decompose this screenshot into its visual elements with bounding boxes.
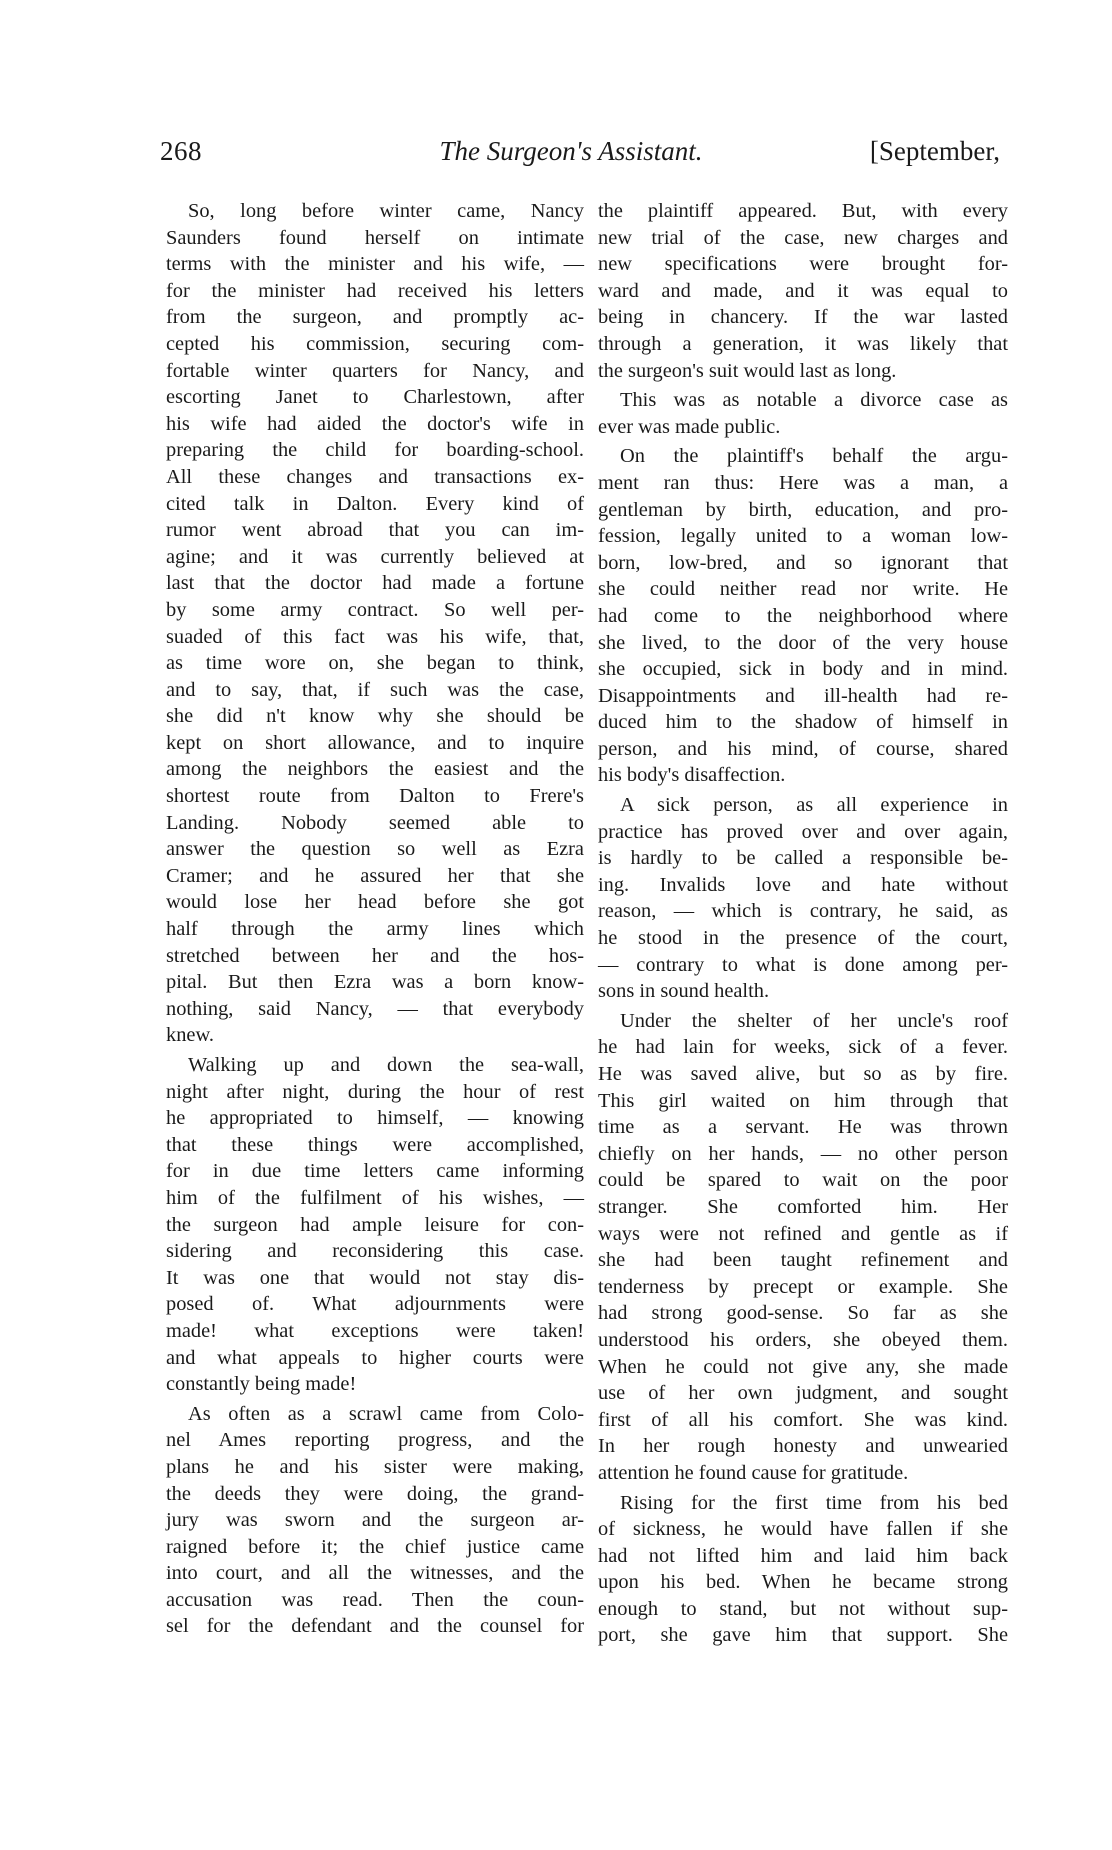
text-line: As often as a scrawl came from Colo- [188,1402,584,1425]
text-line: reason, — which is contrary, he said, as [598,900,1008,923]
text-line: for in due time letters came informing [166,1160,584,1183]
text-line: Landing. Nobody seemed able to [166,811,584,834]
text-line: port, she gave him that support. She [598,1624,1008,1647]
text-line: ing. Invalids love and hate without [598,873,1008,896]
text-line: sel for the defendant and the counsel for [166,1615,584,1638]
text-line: plans he and his sister were making, [166,1455,584,1478]
text-line: attention he found cause for gratitude. [598,1461,909,1484]
text-line: new specifications were brought for- [598,253,1008,276]
text-line: person, and his mind, of course, shared [598,737,1008,760]
text-line: It was one that would not stay dis- [166,1266,584,1289]
text-line: he stood in the presence of the court, [598,927,1008,950]
text-line: gentleman by birth, education, and pro- [598,498,1008,521]
text-line: accusation was read. Then the coun- [166,1588,584,1611]
text-line: fortable winter quarters for Nancy, and [166,359,584,382]
running-date: [September, [869,136,1000,166]
text-line: All these changes and transactions ex- [166,465,584,488]
text-line: raigned before it; the chief justice came [166,1535,584,1558]
text-line: Saunders found herself on intimate [166,226,584,249]
text-line: So, long before winter came, Nancy [188,200,584,222]
text-line: the surgeon had ample leisure for con- [166,1213,584,1236]
paragraph [598,198,1008,384]
running-title: The Surgeon's Assistant. [439,136,703,166]
text-line: he appropriated to himself, — knowing [166,1107,584,1130]
text-line: knew. [166,1024,214,1047]
text-line: jury was sworn and the surgeon ar- [166,1509,584,1532]
text-line: last that the doctor had made a fortune [166,572,584,595]
text-line: sons in sound health. [598,980,770,1003]
text-line: for the minister had received his letters [166,279,584,302]
text-line: cited talk in Dalton. Every kind of [166,492,584,515]
text-line: stranger. She comforted him. Her [598,1195,1008,1218]
text-line: kept on short allowance, and to inquire [166,731,584,754]
text-line: she could neither read nor write. He [598,578,1008,601]
right-column [598,198,1008,1652]
text-line: agine; and it was currently believed at [166,545,584,568]
text-line: first of all his comfort. She was kind. [598,1408,1008,1431]
text-line: could be spared to wait on the poor [598,1169,1008,1192]
text-line: among the neighbors the easiest and the [166,758,584,781]
text-line: upon his bed. When he became strong [598,1571,1008,1594]
text-line: stretched between her and the hos- [166,944,584,967]
text-line: escorting Janet to Charlestown, after [166,386,584,409]
text-line: sidering and reconsidering this case. [166,1240,584,1263]
text-line: he had lain for weeks, sick of a fever. [598,1036,1008,1059]
text-line: Under the shelter of her uncle's roof [620,1009,1008,1032]
text-line: she lived, to the door of the very house [598,631,1008,654]
text-line: she occupied, sick in body and in mind. [598,658,1008,681]
text-line: new trial of the case, new charges and [598,226,1008,249]
text-line: the plaintiff appeared. But, with every [598,200,1008,222]
text-line: ways were not refined and gentle as if [598,1222,1008,1245]
left-column [166,198,584,1643]
paragraph [598,792,1008,1005]
text-line: by some army contract. So well per- [166,598,584,621]
paragraph [166,198,584,1049]
text-line: duced him to the shadow of himself in [598,711,1008,734]
text-line: tenderness by precept or example. She [598,1275,1008,1298]
text-line: ever was made public. [598,415,781,438]
text-line: A sick person, as all experience in [620,794,1008,817]
text-line: answer the question so well as Ezra [166,838,584,861]
paragraph [598,387,1008,440]
text-line: and to say, that, if such was the case, [166,678,584,701]
text-line: him of the fulfilment of his wishes, — [166,1186,584,1209]
text-line: rumor went abroad that you can im- [166,519,584,542]
text-line: fession, legally united to a woman low- [598,525,1008,548]
text-line: understood his orders, she obeyed them. [598,1328,1008,1351]
paragraph [598,443,1008,789]
paragraph [598,1490,1008,1650]
text-line: is hardly to be called a responsible be- [598,847,1008,870]
text-line: Disappointments and ill-health had re- [598,684,1008,707]
text-line: night after night, during the hour of rest [166,1080,584,1103]
text-line: posed of. What adjournments were [166,1293,584,1316]
text-line: she did n't know why she should be [166,705,584,728]
text-line: his wife had aided the doctor's wife in [166,412,584,435]
text-line: In her rough honesty and unwearied [598,1435,1008,1458]
text-line: as time wore on, she began to think, [166,652,584,675]
paragraph [166,1052,584,1398]
text-line: He was saved alive, but so as by fire. [598,1063,1008,1085]
text-line: terms with the minister and his wife, — [166,253,584,276]
text-line: ment ran thus: Here was a man, a [598,471,1008,494]
text-line: nel Ames reporting progress, and the [166,1429,584,1452]
text-line: chiefly on her hands, — no other person [598,1142,1008,1165]
paragraph [598,1008,1008,1487]
text-line: nothing, said Nancy, — that everybody [166,997,584,1020]
text-line: practice has proved over and over again, [598,820,1008,843]
text-line: she had been taught refinement and [598,1249,1008,1272]
text-line: This was as notable a divorce case as [620,389,1008,412]
text-line: This girl waited on him through that [598,1089,1008,1112]
text-line: enough to stand, but not without sup- [598,1597,1008,1620]
text-line: pital. But then Ezra was a born know- [166,971,584,994]
text-line: Rising for the first time from his bed [620,1491,1008,1514]
text-line: into court, and all the witnesses, and the [166,1562,584,1585]
text-line: his body's disaffection. [598,764,786,787]
text-line: the deeds they were doing, the grand- [166,1482,584,1505]
text-line: and what appeals to higher courts were [166,1346,584,1369]
text-line: suaded of this fact was his wife, that, [166,625,584,648]
text-line: time as a servant. He was thrown [598,1116,1008,1139]
text-line: preparing the child for boarding-school. [166,439,584,462]
page-header [0,0,1112,200]
text-line: — contrary to what is done among per- [598,953,1008,976]
text-line: Walking up and down the sea-wall, [188,1054,584,1076]
text-line: through a generation, it was likely that [598,332,1008,355]
text-line: When he could not give any, she made [598,1355,1008,1378]
text-line: born, low-bred, and so ignorant that [598,551,1008,574]
text-line: half through the army lines which [166,918,584,941]
text-line: ward and made, and it was equal to [598,279,1008,302]
text-line: shortest route from Dalton to Frere's [166,785,584,808]
text-line: would lose her head before she got [166,891,584,914]
paragraph [166,1401,584,1640]
text-line: from the surgeon, and promptly ac- [166,306,584,329]
text-line: that these things were accomplished, [166,1133,584,1156]
text-line: On the plaintiff's behalf the argu- [620,445,1008,468]
text-line: of sickness, he would have fallen if she [598,1518,1008,1541]
text-line: constantly being made! [166,1373,357,1396]
text-line: made! what exceptions were taken! [166,1319,584,1342]
text-line: Cramer; and he assured her that she [166,864,584,887]
text-line: the surgeon's suit would last as long. [598,359,897,382]
page-number: 268 [160,136,202,166]
text-line: had come to the neighborhood where [598,604,1008,627]
text-line: being in chancery. If the war lasted [598,306,1008,329]
text-line: cepted his commission, securing com- [166,332,584,355]
text-line: had strong good-sense. So far as she [598,1302,1008,1325]
text-line: had not lifted him and laid him back [598,1544,1008,1567]
text-line: use of her own judgment, and sought [598,1382,1008,1405]
